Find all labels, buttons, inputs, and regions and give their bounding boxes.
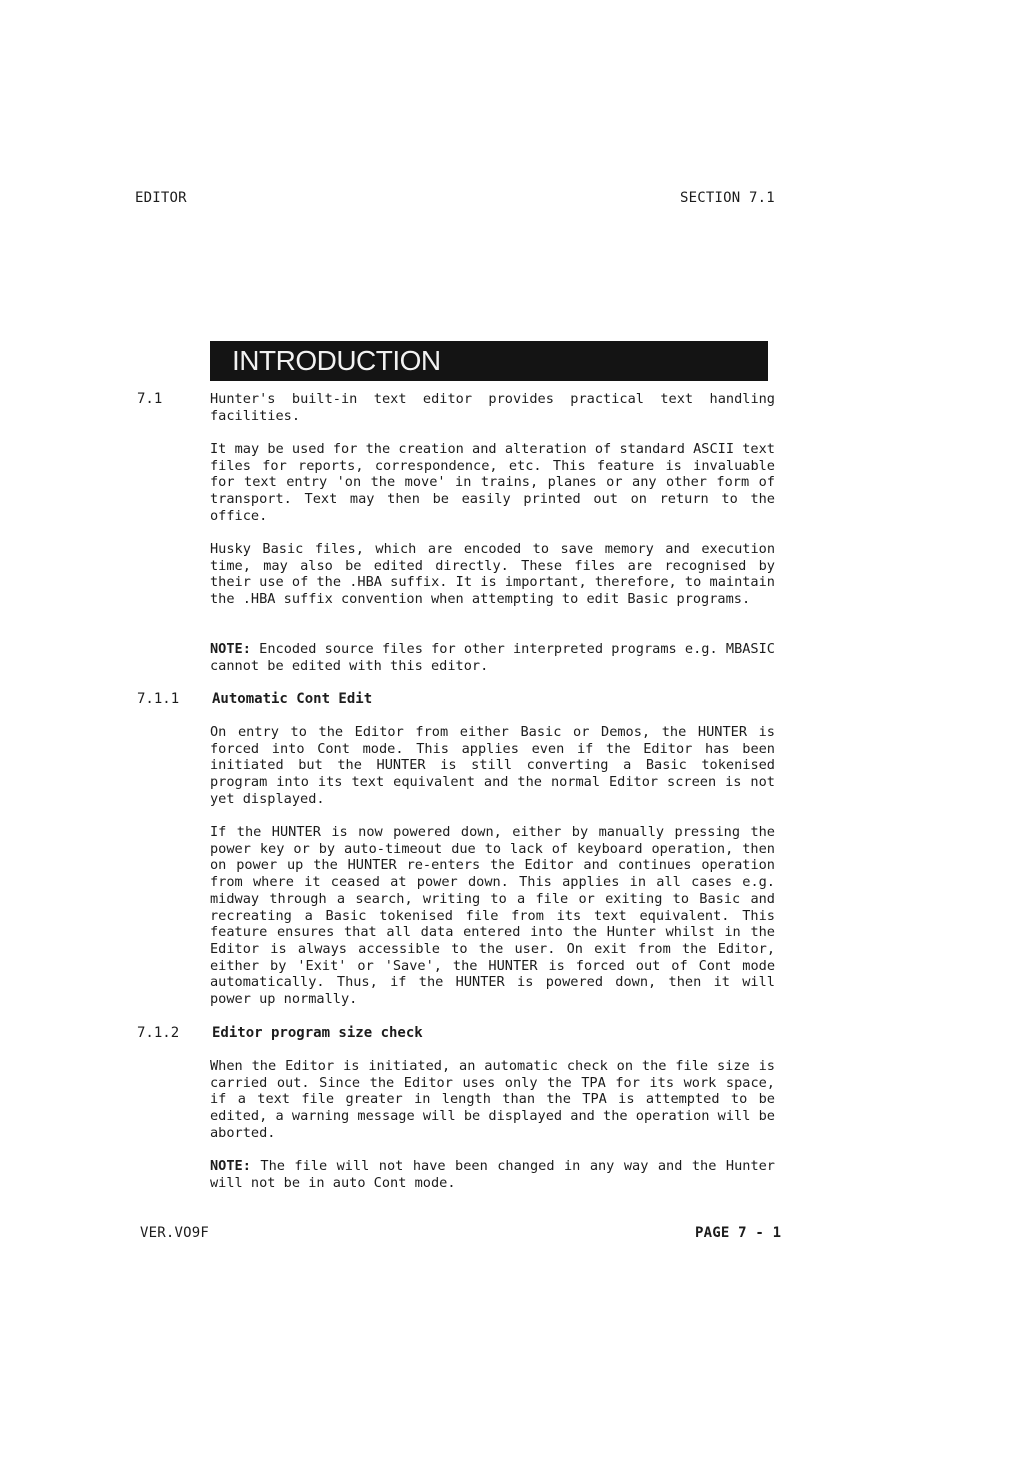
section-heading: Editor program size check: [212, 1025, 423, 1041]
note-label: NOTE:: [210, 641, 251, 657]
paragraph: Hunter's built-in text editor provides practical text handling facilities.: [210, 391, 775, 424]
note-label: NOTE:: [210, 1158, 251, 1174]
section-number: 7.1.2: [137, 1025, 180, 1041]
note-paragraph: [210, 641, 775, 674]
paragraph: If the HUNTER is now powered down, either by manually pressing the power key or by auto-timeout due to lack of keyboard operation, then on power up the HUNTER re-enters the Editor and continues operation from where it ceased at power down. This applies in all cases e.g. midway through a search, writing to a file or exiting to Basic and recreating a Basic tokenised file from its text equivalent. This feature ensures that all data entered into the Hunter whilst in the Editor is always accessible to the user. On exit from the Editor, either by 'Exit' or 'Save', the HUNTER is forced out of Cont mode automatically. Thus, if the HUNTER is powered down, then it will power up normally.: [210, 824, 775, 1008]
paragraph: It may be used for the creation and alteration of standard ASCII text files for reports, correspondence, etc. This feature is invaluable for text entry 'on the move' in trains, planes or any other form of transport. Text may then be easily printed out on return to the office.: [210, 441, 775, 524]
section-banner: [210, 341, 768, 381]
paragraph: When the Editor is initiated, an automatic check on the file size is carried out. Since the Editor uses only the TPA for its work space, if a text file greater in length than the TPA is attempted to be edited, a warning message will be displayed and the operation will be aborted.: [210, 1058, 775, 1141]
paragraph: Husky Basic files, which are encoded to save memory and execution time, may also be edited directly. These files are recognised by their use of the .HBA suffix. It is important, therefore, to maintain the .HBA suffix convention when attempting to edit Basic programs.: [210, 541, 775, 608]
footer-page-number: PAGE 7 - 1: [695, 1225, 782, 1241]
section-number: 7.1: [137, 391, 163, 407]
section-heading: Automatic Cont Edit: [212, 691, 373, 707]
running-header-left: EDITOR: [135, 190, 187, 206]
section-number: 7.1.1: [137, 691, 180, 707]
running-header-right: SECTION 7.1: [680, 190, 775, 206]
paragraph: On entry to the Editor from either Basic or Demos, the HUNTER is forced into Cont mode. This applies even if the Editor has been initiated but the HUNTER is still converting a Basic tokenised program into its text equivalent and the normal Editor screen is not yet displayed.: [210, 724, 775, 807]
note-paragraph: [210, 1158, 775, 1191]
note-text: Encoded source files for other interpreted programs e.g. MBASIC cannot be edited with this editor.: [210, 641, 775, 674]
banner-title: INTRODUCTION: [232, 345, 441, 376]
footer-version: VER.VO9F: [140, 1225, 210, 1241]
note-text: The file will not have been changed in any way and the Hunter will not be in auto Cont mode.: [210, 1158, 775, 1191]
